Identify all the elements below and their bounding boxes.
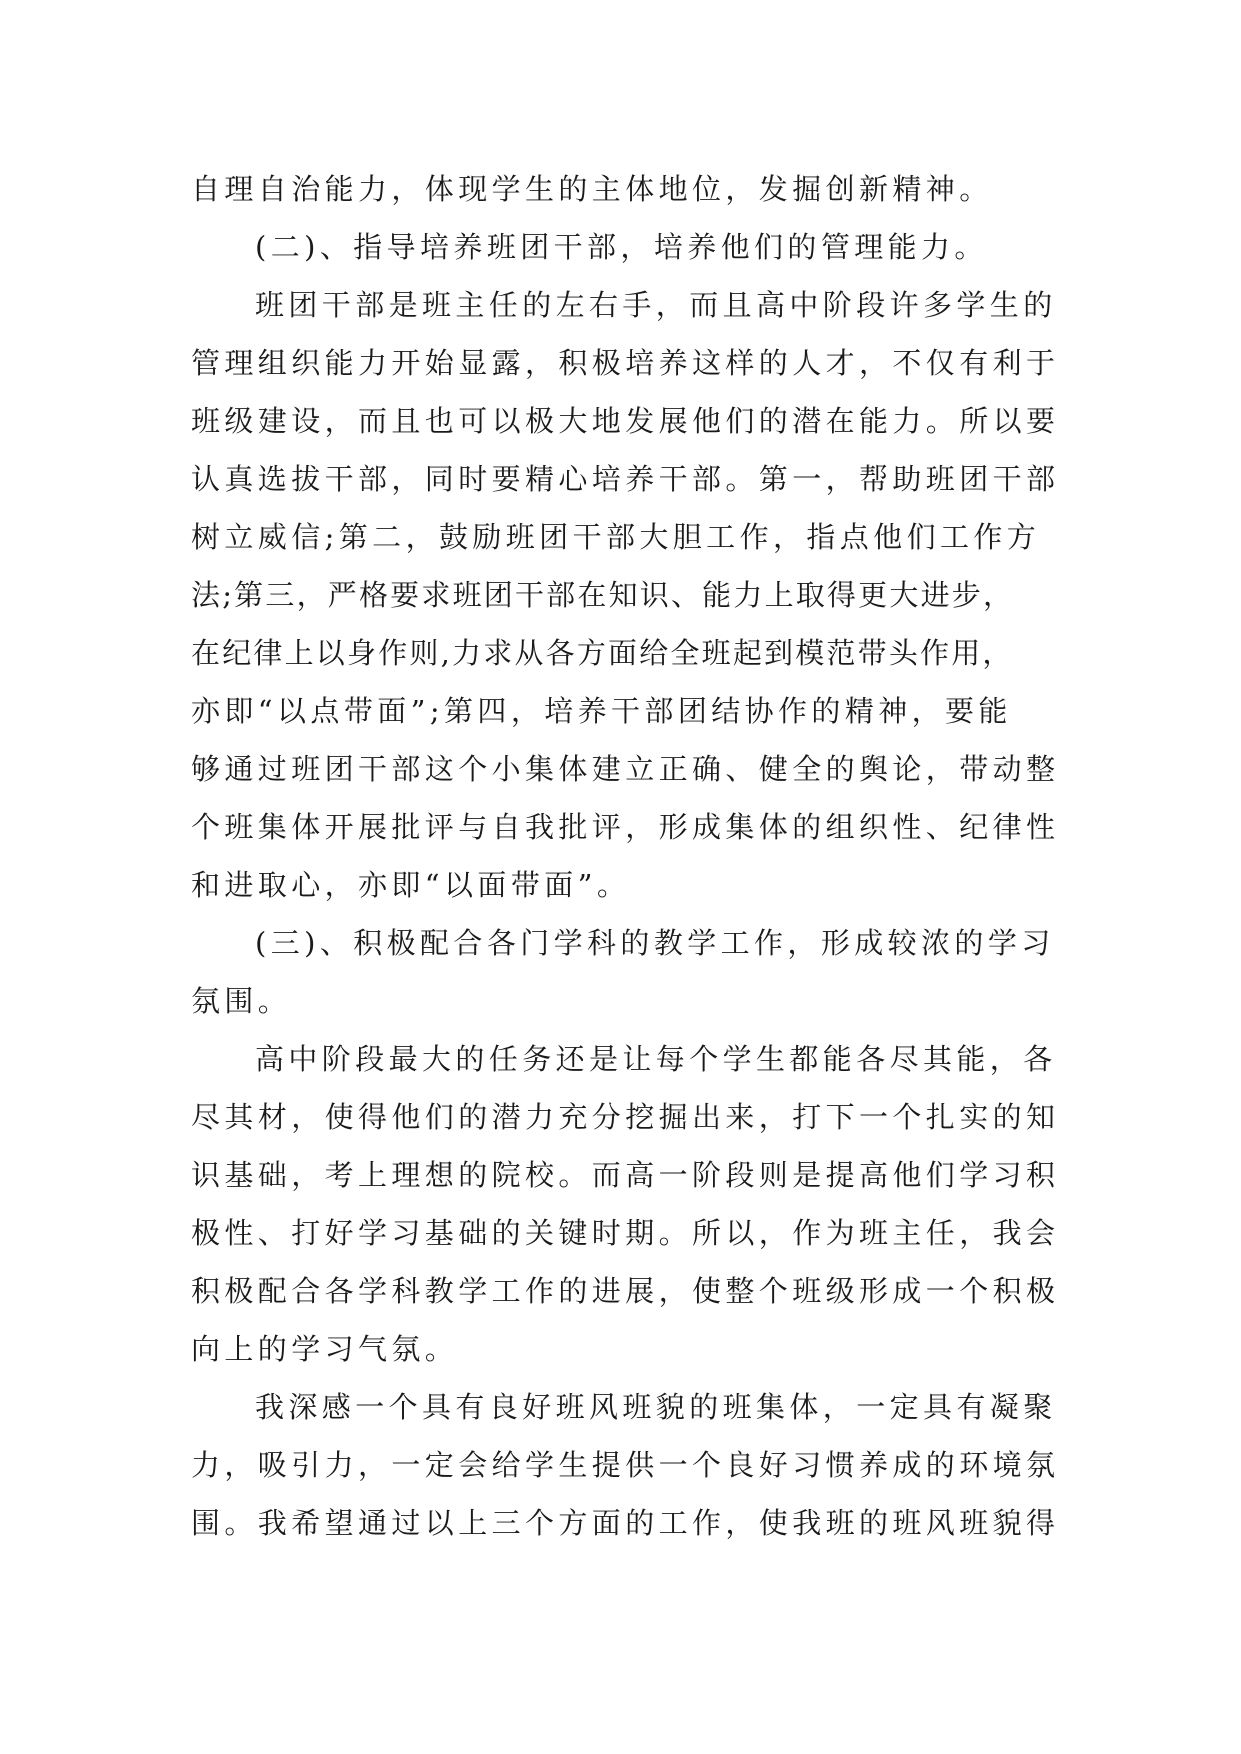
text-line: 亦即“以点带面”;第四，培养干部团结协作的精神，要能 [191, 694, 1012, 728]
text-line: 氛围。 [191, 984, 292, 1018]
body-text [191, 160, 1061, 1552]
text-line: 识基础，考上理想的院校。而高一阶段则是提高他们学习积 [191, 1158, 1060, 1192]
text-line: 班级建设，而且也可以极大地发展他们的潜在能力。所以要 [191, 404, 1060, 438]
text-line: 管理组织能力开始显露，积极培养这样的人才，不仅有利于 [191, 346, 1060, 380]
text-line: 极性、打好学习基础的关键时期。所以，作为班主任，我会 [191, 1216, 1060, 1250]
text-line: 在纪律上以身作则,力求从各方面给全班起到模范带头作用， [191, 636, 1014, 670]
text-line: 积极配合各学科教学工作的进展，使整个班级形成一个积极 [191, 1274, 1060, 1308]
text-line: 够通过班团干部这个小集体建立正确、健全的舆论，带动整 [191, 752, 1060, 786]
text-line: 个班集体开展批评与自我批评，形成集体的组织性、纪律性 [191, 810, 1060, 844]
text-line: 班团干部是班主任的左右手，而且高中阶段许多学生的 [255, 288, 1057, 322]
text-line: 和进取心，亦即“以面带面”。 [191, 868, 631, 902]
text-line: 尽其材，使得他们的潜力充分挖掘出来，打下一个扎实的知 [191, 1100, 1060, 1134]
text-line: 树立威信;第二，鼓励班团干部大胆工作，指点他们工作方 [191, 520, 1041, 554]
text-line: 高中阶段最大的任务还是让每个学生都能各尽其能，各 [255, 1042, 1057, 1076]
text-line: 力，吸引力，一定会给学生提供一个良好习惯养成的环境氛 [191, 1448, 1060, 1482]
section-heading: (三)、积极配合各门学科的教学工作，形成较浓的学习 [255, 926, 1055, 960]
text-line: 我深感一个具有良好班风班貌的班集体，一定具有凝聚 [255, 1390, 1057, 1424]
text-line: 自理自治能力，体现学生的主体地位，发掘创新精神。 [191, 172, 993, 206]
text-line: 法;第三，严格要求班团干部在知识、能力上取得更大进步， [191, 578, 1015, 612]
text-line: 围。我希望通过以上三个方面的工作，使我班的班风班貌得 [191, 1506, 1060, 1540]
text-line: 向上的学习气氛。 [191, 1332, 459, 1366]
text-line: 认真选拔干部，同时要精心培养干部。第一，帮助班团干部 [191, 462, 1060, 496]
section-heading: (二)、指导培养班团干部，培养他们的管理能力。 [255, 230, 988, 264]
